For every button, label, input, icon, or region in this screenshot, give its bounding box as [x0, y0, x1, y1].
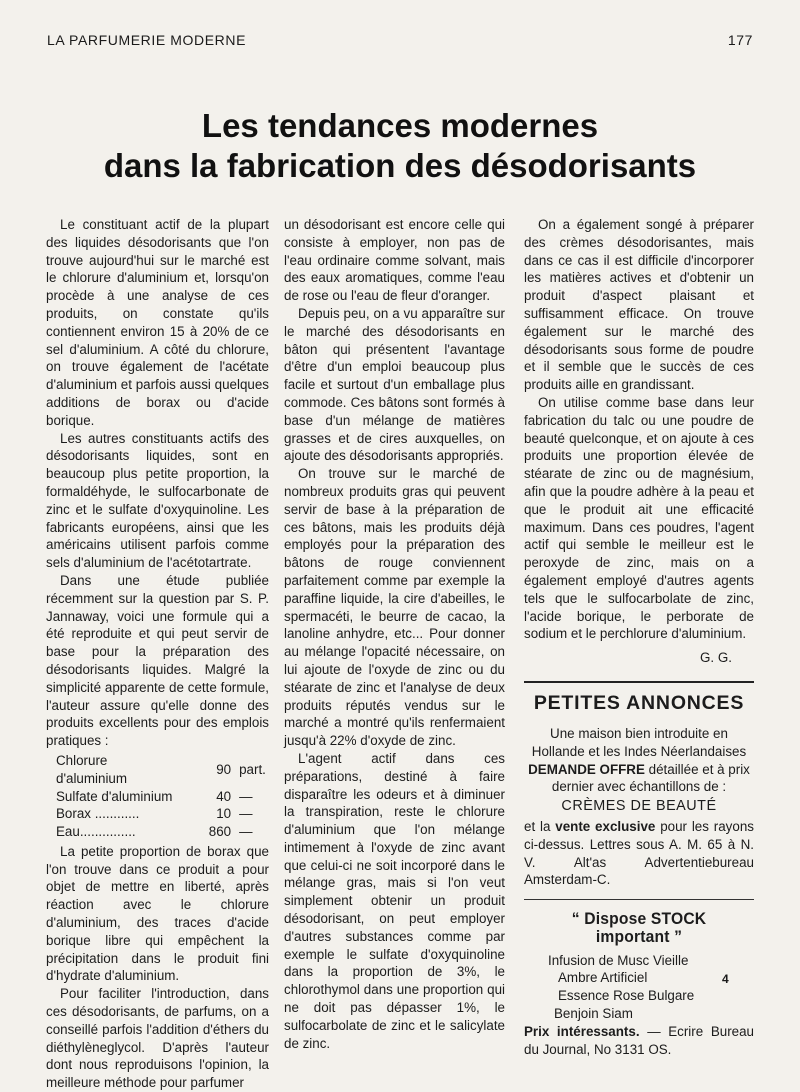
ingredient-name: Borax ............: [56, 806, 140, 822]
paragraph: Pour faciliter l'introduction, dans ces désodorisants, de parfums, on a conseillé parfois l'addition d'éthers du diéthylèneglycol. D'après l'auteur dont nous reproduisons l'opinion, la meilleure méthode pour parfumer: [46, 986, 269, 1091]
ad-line: Une maison bien introduite en Hollande et les Indes Néerlandaises: [531, 725, 747, 759]
paragraph: On a également songé à préparer des crèmes désodorisantes, mais dans ce cas il est difficile d'incorporer les matières actives et d'obtenir un produit d'aspect plaisant et suffisamment efficace. On trouve également sur le marché des désodorisants sous forme de poudre et il semble que le succès de ces produits aille en grandissant.: [524, 217, 754, 393]
classified-ad-1: [524, 725, 754, 889]
article-title-line1: Les tendances modernes: [201, 107, 599, 144]
paragraph: La petite proportion de borax que l'on trouve dans ce produit a pour objet de mettre en liberté, après réaction avec le chlorure d'aluminium, des traces d'acide borique libre qui empêchent la précipitation dans le produit fini d'hydrate d'aluminium.: [46, 843, 269, 984]
formula-row: [56, 823, 269, 841]
column-1: [46, 216, 269, 1092]
ingredient-qty: 10: [216, 806, 232, 822]
paragraph: Depuis peu, on a vu apparaître sur le marché des désodorisants en bâton qui présentent l'avantage d'être d'un emploi beaucoup plus facile et surtout d'un emballage plus commode. Ces bâtons sont formés à base d'un mélange de matières grasses et de cires auxquelles, on ajoute des désodorisants appropriés.: [284, 305, 505, 464]
section-divider: [524, 681, 754, 683]
classified-ad-2: [524, 910, 754, 1058]
ad-text: [524, 725, 754, 796]
ingredient-name: Chlorure d'aluminium: [56, 752, 128, 786]
journal-title: LA PARFUMERIE MODERNE: [47, 32, 247, 48]
ingredient-unit: —: [239, 788, 253, 804]
article-title-line2: dans la fabrication des désodorisants: [103, 147, 697, 184]
ad2-heading: “ Dispose STOCK important ”: [571, 909, 707, 946]
ingredient-qty: 40: [216, 788, 232, 804]
article-title: [40, 106, 760, 186]
stock-item: Ambre Artificiel: [558, 970, 648, 986]
page-number: 177: [727, 32, 753, 48]
ingredient-unit: —: [239, 824, 253, 840]
paragraph: Le constituant actif de la plupart des liquides désodorisants que l'on trouve aujourd'hui sur le marché est le chlorure d'aluminium et, lorsqu'on procède à une analyse de ces produits, on constate qu'ils contiennent environ 15 à 20% de ce sel d'aluminium. A côté du chlorure, on trouve également de l'acétate d'aluminium et parfois aussi quelques additions de borax ou d'acide borique.: [46, 217, 269, 428]
formula-table: [56, 752, 269, 841]
paragraph: un désodorisant est encore celle qui consiste à employer, non pas de l'eau ordinaire comme solvant, mais des eaux aromatiques, comme l'eau de rose ou l'eau de fleur d'oranger.: [284, 217, 505, 304]
ad-emphasis: DEMANDE OFFRE: [528, 761, 645, 777]
ad-product: CRÈMES DE BEAUTÉ: [561, 798, 717, 815]
ad-line: détaillée et à prix dernier avec échantillons de :: [551, 761, 750, 795]
ingredient-unit: part.: [239, 761, 266, 777]
author-signature: G. G.: [700, 650, 732, 666]
formula-row: [56, 805, 269, 823]
ad-text: [524, 818, 754, 889]
running-head: [47, 32, 753, 52]
ad-line: et la: [524, 818, 551, 834]
paragraph: Dans une étude publiée récemment sur la question par S. P. Jannaway, voici une formule qui a été reproduite et qui peut servir de base pour la préparation des désodorisants liquides. Malgré la simplicité apparente de cette formule, l'auteur assure qu'elle donne des produits excellents pour des emplois pratiques :: [46, 572, 269, 749]
ad-line: pour les rayons ci-dessus. Lettres sous A. M. 65 à N. V. Alt'as Advertentiebureau Amsterdam-C.: [524, 818, 754, 888]
ad-emphasis: vente exclusive: [555, 818, 656, 834]
ingredient-name: Eau...............: [56, 824, 136, 840]
ingredient-unit: —: [239, 806, 253, 822]
ad-divider: [524, 899, 754, 900]
stock-item: Essence Rose Bulgare: [558, 988, 695, 1004]
ingredient-qty: 860: [208, 824, 232, 840]
ad-emphasis: Prix intéressants.: [524, 1023, 640, 1039]
paragraph: Les autres constituants actifs des désodorisants liquides, sont en beaucoup plus petite proportion, la formaldéhyde, le sulfocarbonate de zinc et le sulfate d'oxyquinoline. Les fabricants européens, ainsi que les américains utilisent parfois comme sels d'aluminium de l'acétotartrate.: [46, 430, 269, 571]
classified-ads-heading: PETITES ANNONCES: [533, 691, 745, 714]
formula-row: [56, 788, 269, 806]
ad-text: [524, 1023, 754, 1059]
ingredient-qty: 90: [216, 761, 232, 777]
paragraph: On trouve sur le marché de nombreux produits gras qui peuvent servir de base à la préparation de ces bâtons, mais les produits déjà employés pour la préparation des bâtons de rouge conviennent parfaitement comme par exemple la paraffine liquide, la cire d'abeilles, le spermacéti, le beurre de cacao, la lanoline anhydre, etc... Pour donner au mélange l'opacité nécessaire, on lui ajoute de l'oxyde de zinc ou du stéarate de zinc et l'analyse de deux produits réputés vendus sur le marché a montré qu'ils renfermaient jusqu'à 22% d'oxyde de zinc.: [284, 466, 505, 749]
stock-item: Benjoin Siam: [554, 1006, 633, 1022]
ad-line: — Ecrire Bureau du Journal, No 3131 OS.: [524, 1023, 754, 1057]
paragraph: On utilise comme base dans leur fabrication du talc ou une poudre de beauté quelconque, et on ajoute à ces produits une proportion élevée de stéarate de zinc ou de magnésium, afin que la poudre adhère à la peau et que le produit ait une efficacité maximum. Dans ces poudres, l'agent actif qui semble le meilleur est le peroxyde de zinc, mais on a également employé d'autres agents tels que le sulfocarbolate de zinc, l'acide borique, le perborate de sodium et le perchlorure d'aluminium.: [524, 394, 754, 642]
signature-mark: 4: [722, 972, 729, 986]
paragraph: L'agent actif dans ces préparations, destiné à faire disparaître les odeurs et à diminuer la transpiration, reste le chlorure d'aluminium que l'on mélange intimement à l'oxyde de zinc avant que celui-ci ne soit incorporé dans le mélange gras, mais si l'on veut simplement obtenir un produit désodorisant, on peut employer d'autres substances comme par exemple le sulfate d'oxyquinoline dans la proportion de 3%, le chlorothymol dans une proportion qui ne doit pas dépasser 1%, le sulfocarbolate de zinc et le salicylate de zinc.: [284, 750, 505, 1051]
ingredient-name: Sulfate d'aluminium: [56, 788, 173, 804]
stock-item: Infusion de Musc Vieille: [548, 952, 689, 968]
column-3: [524, 216, 754, 1058]
formula-row: [56, 752, 269, 788]
column-2: [284, 216, 505, 1052]
